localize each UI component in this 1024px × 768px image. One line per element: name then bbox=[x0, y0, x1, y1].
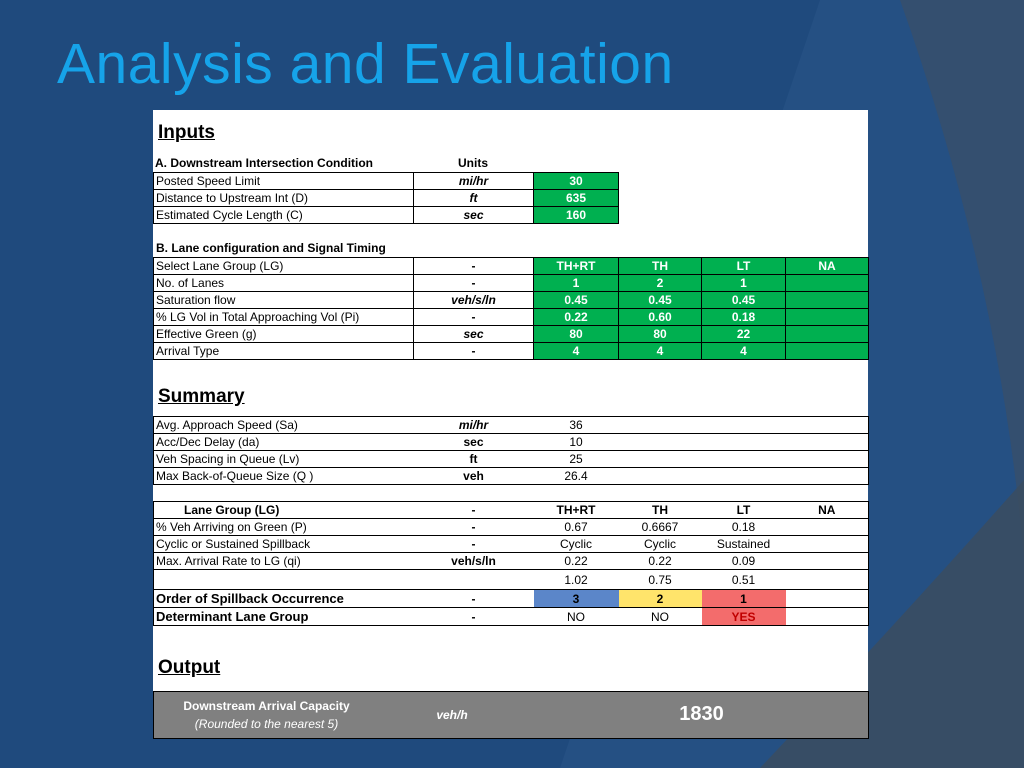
row-label: Saturation flow bbox=[154, 292, 414, 309]
table-row bbox=[154, 173, 619, 190]
row-label: Effective Green (g) bbox=[154, 326, 414, 343]
row-label: Posted Speed Limit bbox=[154, 173, 414, 190]
row-unit: - bbox=[414, 519, 534, 536]
row-value bbox=[786, 570, 869, 590]
input-cell[interactable]: 635 bbox=[534, 190, 619, 207]
table-row bbox=[154, 309, 869, 326]
row-label: Select Lane Group (LG) bbox=[154, 258, 414, 275]
table-row bbox=[154, 570, 869, 590]
input-cell[interactable] bbox=[786, 275, 869, 292]
section-b-table bbox=[153, 257, 869, 360]
input-cell[interactable]: 0.18 bbox=[702, 309, 786, 326]
row-label: Avg. Approach Speed (Sa) bbox=[154, 417, 414, 434]
row-unit: - bbox=[414, 536, 534, 553]
input-cell[interactable]: 2 bbox=[619, 275, 702, 292]
table-row bbox=[154, 258, 869, 275]
input-cell[interactable]: 22 bbox=[702, 326, 786, 343]
input-cell[interactable]: 80 bbox=[619, 326, 702, 343]
row-label: % LG Vol in Total Approaching Vol (Pi) bbox=[154, 309, 414, 326]
input-cell[interactable]: TH+RT bbox=[534, 258, 619, 275]
table-row bbox=[154, 326, 869, 343]
slide-title: Analysis and Evaluation bbox=[57, 32, 674, 96]
input-cell[interactable]: 0.45 bbox=[702, 292, 786, 309]
output-heading: Output bbox=[158, 657, 221, 678]
row-value bbox=[786, 553, 869, 570]
row-label: Max Back-of-Queue Size (Q ) bbox=[154, 468, 414, 485]
spillback-order-row bbox=[154, 590, 869, 608]
row-unit: - bbox=[414, 502, 534, 519]
row-unit: - bbox=[414, 275, 534, 292]
column-header: LT bbox=[702, 502, 786, 519]
input-cell[interactable] bbox=[786, 292, 869, 309]
input-cell[interactable]: 4 bbox=[534, 343, 619, 360]
row-value: 0.6667 bbox=[619, 519, 702, 536]
row-label: Max. Arrival Rate to LG (qi) bbox=[154, 553, 414, 570]
row-value bbox=[786, 608, 869, 626]
row-value: 1.02 bbox=[534, 570, 619, 590]
row-value: 0.75 bbox=[619, 570, 702, 590]
table-row bbox=[154, 536, 869, 553]
table-row bbox=[154, 343, 869, 360]
order-cell-na bbox=[786, 590, 869, 608]
input-cell[interactable] bbox=[786, 309, 869, 326]
row-label: Determinant Lane Group bbox=[154, 608, 414, 626]
input-cell[interactable]: LT bbox=[702, 258, 786, 275]
row-unit: mi/hr bbox=[414, 173, 534, 190]
input-cell[interactable]: TH bbox=[619, 258, 702, 275]
row-unit: ft bbox=[414, 451, 534, 468]
row-value: NO bbox=[534, 608, 619, 626]
section-a-values-table bbox=[153, 172, 619, 224]
row-value: 0.67 bbox=[534, 519, 619, 536]
row-label: Veh Spacing in Queue (Lv) bbox=[154, 451, 414, 468]
row-label: % Veh Arriving on Green (P) bbox=[154, 519, 414, 536]
row-unit bbox=[414, 570, 534, 590]
order-cell-th-rt: 3 bbox=[534, 590, 619, 608]
column-header: NA bbox=[786, 502, 869, 519]
input-cell[interactable]: 0.22 bbox=[534, 309, 619, 326]
column-header: TH+RT bbox=[534, 502, 619, 519]
input-cell[interactable]: 80 bbox=[534, 326, 619, 343]
row-label: Acc/Dec Delay (da) bbox=[154, 434, 414, 451]
row-unit: - bbox=[414, 309, 534, 326]
row-value bbox=[786, 536, 869, 553]
input-cell[interactable]: 1 bbox=[702, 275, 786, 292]
row-unit: - bbox=[414, 590, 534, 608]
input-cell[interactable]: 4 bbox=[702, 343, 786, 360]
row-value: 0.22 bbox=[534, 553, 619, 570]
table-row bbox=[154, 434, 869, 451]
row-value: Sustained bbox=[702, 536, 786, 553]
section-a-title: A. Downstream Intersection Condition bbox=[155, 156, 374, 170]
output-value: 1830 bbox=[679, 703, 724, 725]
row-value: 26.4 bbox=[534, 468, 619, 485]
row-value: NO bbox=[619, 608, 702, 626]
row-label bbox=[154, 570, 414, 590]
row-value: 0.22 bbox=[619, 553, 702, 570]
lane-group-table bbox=[153, 501, 869, 626]
lane-group-header-row bbox=[154, 502, 869, 519]
row-unit: sec bbox=[414, 326, 534, 343]
row-unit: veh/s/ln bbox=[414, 292, 534, 309]
input-cell[interactable]: NA bbox=[786, 258, 869, 275]
input-cell[interactable]: 160 bbox=[534, 207, 619, 224]
row-unit: sec bbox=[414, 207, 534, 224]
table-row bbox=[154, 292, 869, 309]
row-unit: veh/s/ln bbox=[414, 553, 534, 570]
row-label: Arrival Type bbox=[154, 343, 414, 360]
order-cell-th: 2 bbox=[619, 590, 702, 608]
input-cell[interactable]: 0.45 bbox=[534, 292, 619, 309]
table-row bbox=[154, 519, 869, 536]
column-header: TH bbox=[619, 502, 702, 519]
section-a-table bbox=[153, 155, 618, 171]
row-unit: - bbox=[414, 258, 534, 275]
row-unit: - bbox=[414, 608, 534, 626]
row-value: 10 bbox=[534, 434, 619, 451]
output-label: Downstream Arrival Capacity bbox=[183, 699, 350, 713]
input-cell[interactable]: 0.60 bbox=[619, 309, 702, 326]
input-cell[interactable] bbox=[786, 326, 869, 343]
section-b-title: B. Lane configuration and Signal Timing bbox=[156, 241, 386, 255]
row-value: 0.18 bbox=[702, 519, 786, 536]
determinant-cell-lt: YES bbox=[702, 608, 786, 626]
inputs-heading: Inputs bbox=[158, 122, 215, 143]
row-label: Lane Group (LG) bbox=[154, 502, 414, 519]
row-unit: ft bbox=[414, 190, 534, 207]
row-unit: sec bbox=[414, 434, 534, 451]
row-label: Order of Spillback Occurrence bbox=[154, 590, 414, 608]
input-cell[interactable]: 0.45 bbox=[619, 292, 702, 309]
summary-heading: Summary bbox=[158, 386, 245, 407]
row-value: 36 bbox=[534, 417, 619, 434]
order-cell-lt: 1 bbox=[702, 590, 786, 608]
table-row bbox=[154, 468, 869, 485]
table-row bbox=[154, 451, 869, 468]
determinant-row bbox=[154, 608, 869, 626]
spreadsheet-panel bbox=[153, 110, 868, 739]
units-header: Units bbox=[458, 156, 488, 170]
row-value: 25 bbox=[534, 451, 619, 468]
input-cell[interactable]: 1 bbox=[534, 275, 619, 292]
table-row bbox=[154, 190, 619, 207]
input-cell[interactable] bbox=[786, 343, 869, 360]
row-label: Distance to Upstream Int (D) bbox=[154, 190, 414, 207]
section-a-header-row bbox=[153, 155, 618, 171]
row-value: 0.09 bbox=[702, 553, 786, 570]
row-unit: mi/hr bbox=[414, 417, 534, 434]
row-value: Cyclic bbox=[619, 536, 702, 553]
row-value: 0.51 bbox=[702, 570, 786, 590]
row-unit: - bbox=[414, 343, 534, 360]
row-value: Cyclic bbox=[534, 536, 619, 553]
row-label: Cyclic or Sustained Spillback bbox=[154, 536, 414, 553]
input-cell[interactable]: 30 bbox=[534, 173, 619, 190]
table-row bbox=[154, 207, 619, 224]
row-unit: veh bbox=[414, 468, 534, 485]
table-row bbox=[154, 275, 869, 292]
output-unit: veh/h bbox=[436, 708, 468, 722]
summary-table bbox=[153, 416, 869, 485]
input-cell[interactable]: 4 bbox=[619, 343, 702, 360]
row-label: No. of Lanes bbox=[154, 275, 414, 292]
table-row bbox=[154, 553, 869, 570]
table-row bbox=[154, 417, 869, 434]
output-box bbox=[153, 691, 869, 739]
output-note: (Rounded to the nearest 5) bbox=[194, 717, 339, 731]
row-label: Estimated Cycle Length (C) bbox=[154, 207, 414, 224]
row-value bbox=[786, 519, 869, 536]
